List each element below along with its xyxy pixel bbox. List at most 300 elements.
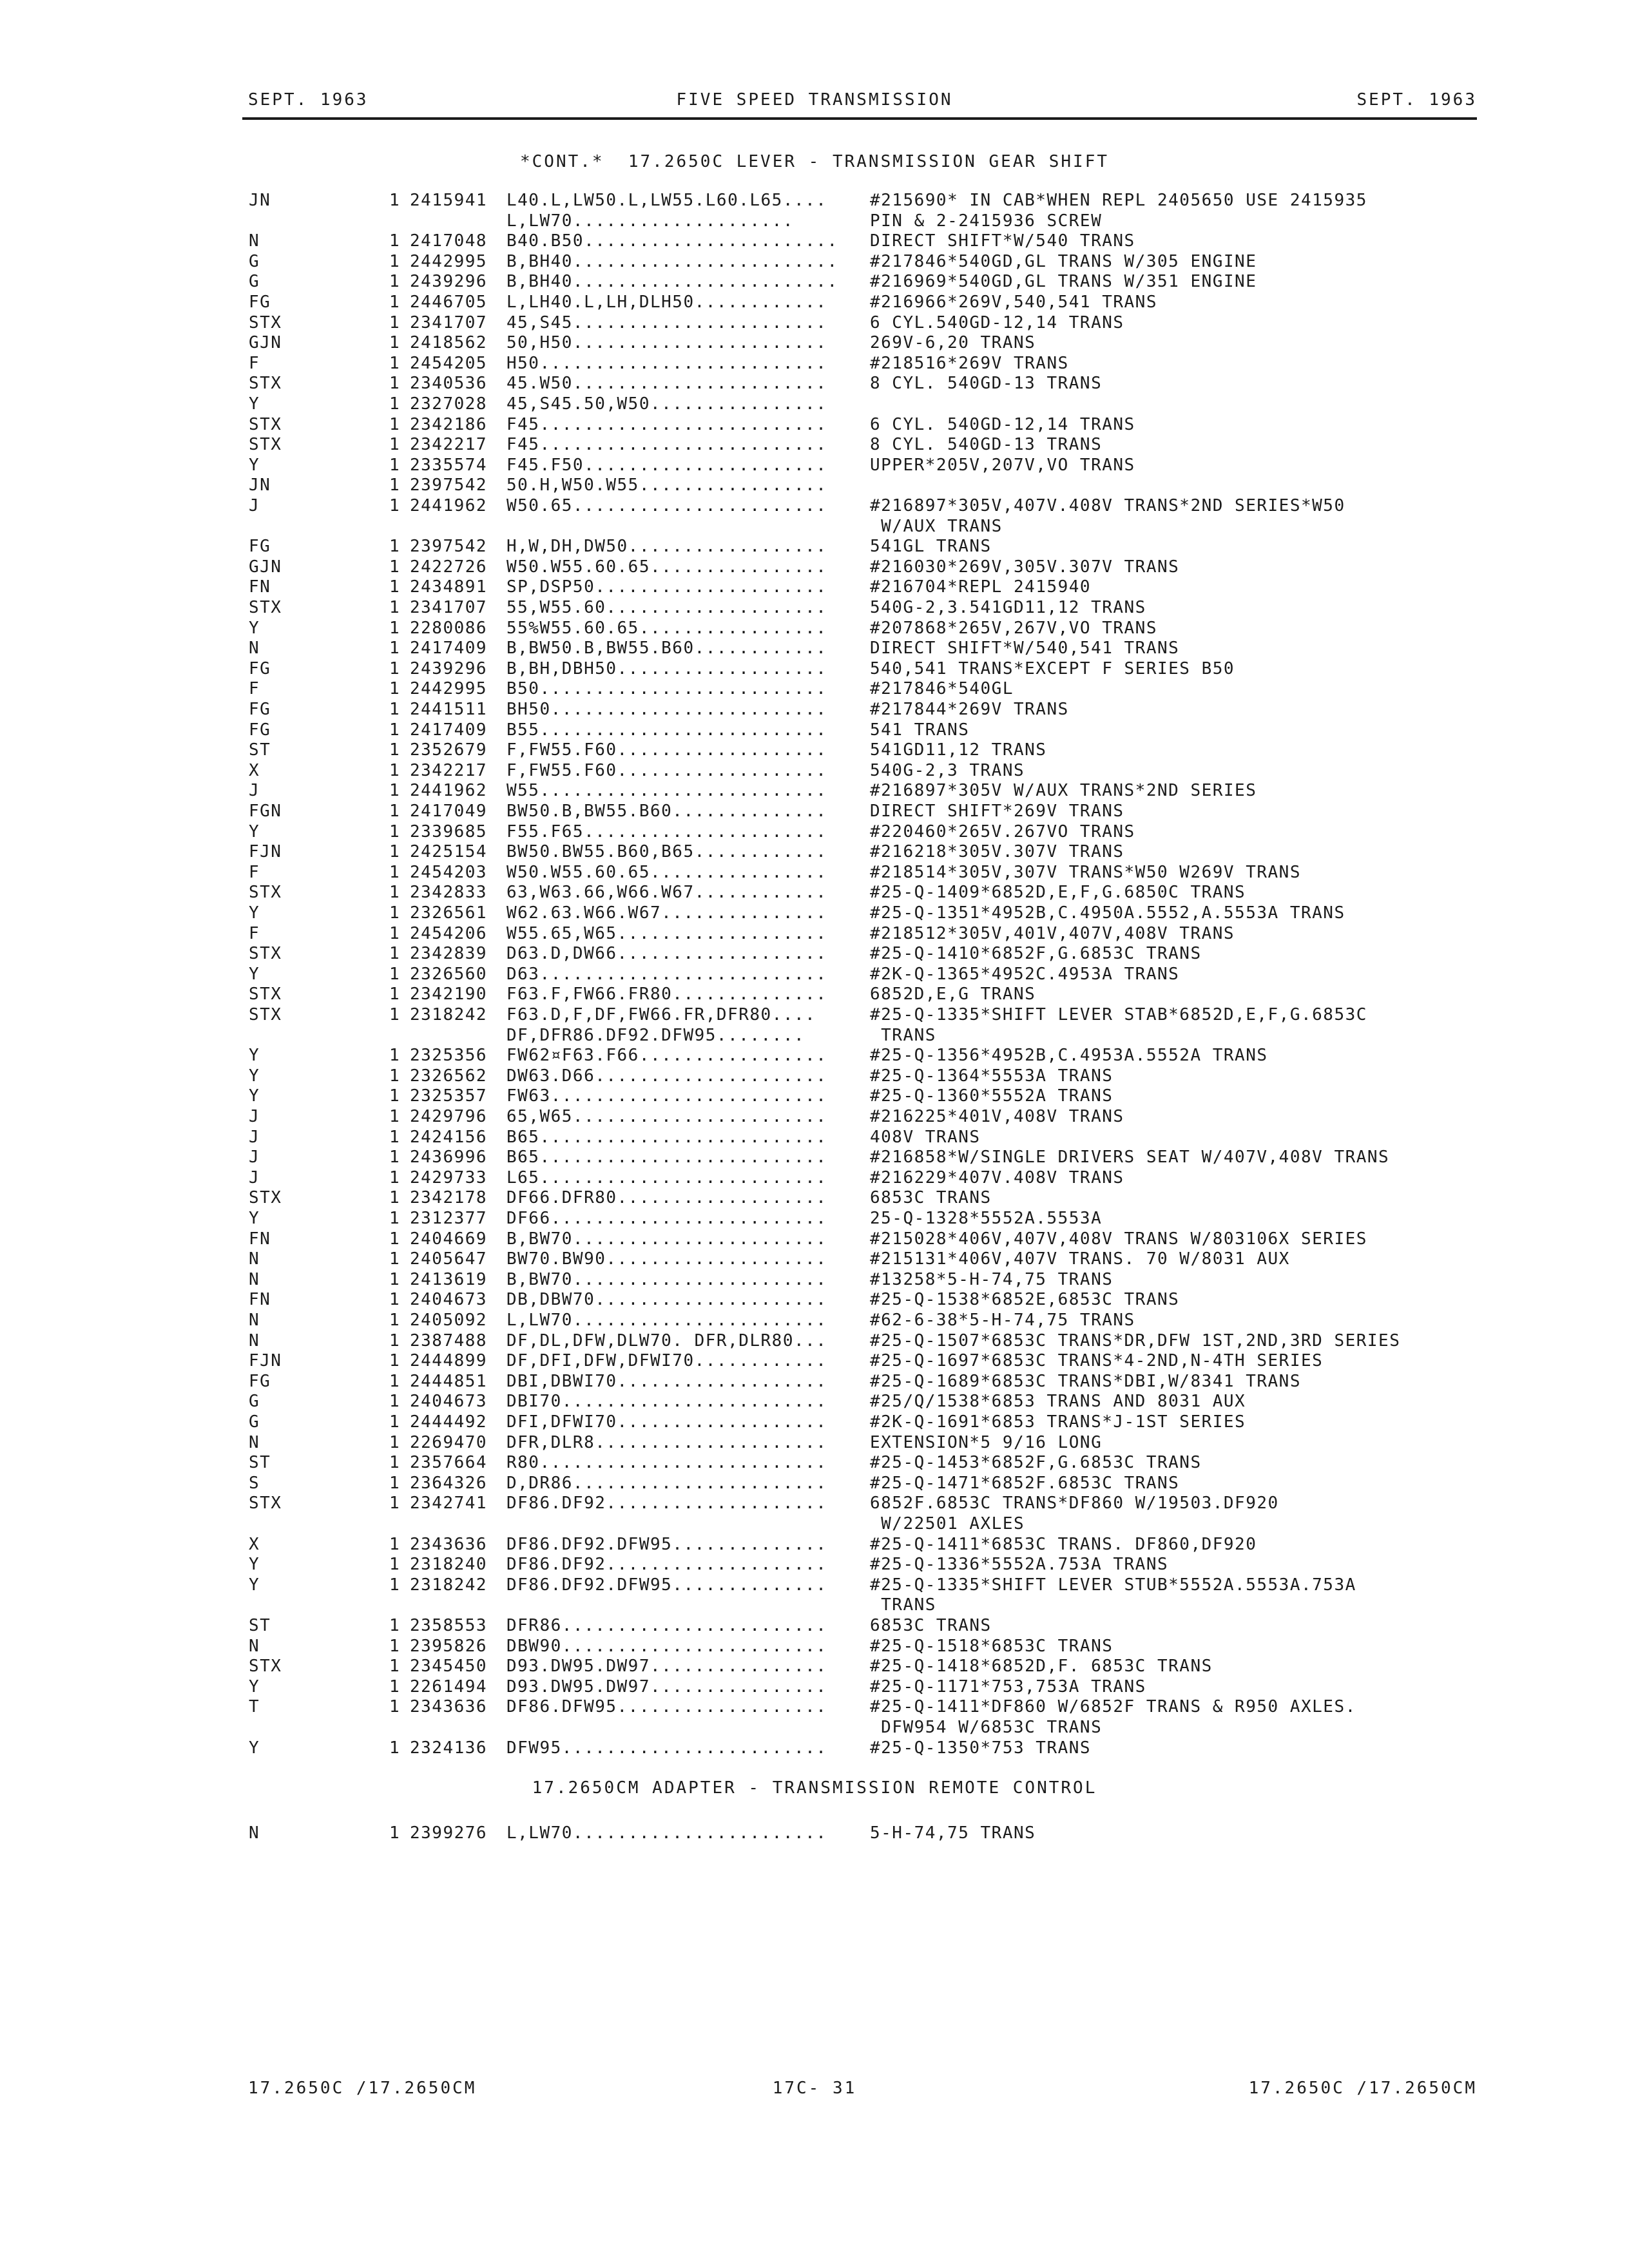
part-models: B65.......................... bbox=[506, 1127, 827, 1147]
part-models: B50.......................... bbox=[506, 679, 827, 699]
part-number: 2342190 bbox=[410, 985, 488, 1004]
part-notes: #25-Q-1364*5553A TRANS bbox=[870, 1066, 1113, 1086]
part-quantity: 1 bbox=[389, 985, 401, 1004]
part-number: 2429733 bbox=[410, 1168, 488, 1187]
part-quantity: 1 bbox=[389, 1290, 401, 1310]
part-number: 2399276 bbox=[410, 1823, 488, 1843]
part-quantity: 1 bbox=[389, 964, 401, 984]
part-models: DF66.DFR80................... bbox=[506, 1188, 827, 1208]
part-notes: 541GD11,12 TRANS bbox=[870, 740, 1047, 760]
part-code: STX bbox=[249, 1005, 282, 1024]
part-code: FN bbox=[249, 1290, 271, 1310]
part-quantity: 1 bbox=[389, 1371, 401, 1391]
part-models: DBI,DBWI70................... bbox=[506, 1371, 827, 1391]
part-notes: #25-Q-1507*6853C TRANS*DR,DFW 1ST,2ND,3RD SERIES bbox=[870, 1331, 1401, 1350]
part-models: W50.W55.60.65................ bbox=[506, 862, 827, 882]
part-number: 2342833 bbox=[410, 883, 488, 903]
part-models: DF,DL,DFW,DLW70. DFR,DLR80... bbox=[506, 1331, 827, 1350]
part-quantity: 1 bbox=[389, 1066, 401, 1086]
part-notes: 408V TRANS bbox=[870, 1127, 981, 1147]
part-number: 2442995 bbox=[410, 679, 488, 699]
part-quantity: 1 bbox=[389, 476, 401, 495]
part-code: ST bbox=[249, 1616, 271, 1635]
part-models: F45.......................... bbox=[506, 414, 827, 434]
part-quantity: 1 bbox=[389, 822, 401, 841]
part-number: 2342217 bbox=[410, 435, 488, 455]
part-quantity: 1 bbox=[389, 1046, 401, 1066]
part-quantity: 1 bbox=[389, 333, 401, 353]
part-number: 2404673 bbox=[410, 1290, 488, 1310]
part-models: BW70.BW90.................... bbox=[506, 1249, 827, 1269]
part-number: 2352679 bbox=[410, 740, 488, 760]
part-number: 2326561 bbox=[410, 903, 488, 923]
part-code: N bbox=[249, 1249, 260, 1269]
part-number: 2364326 bbox=[410, 1473, 488, 1493]
part-notes: W/AUX TRANS bbox=[870, 516, 1003, 536]
part-notes: 25-Q-1328*5552A.5553A bbox=[870, 1209, 1103, 1228]
part-number: 2413619 bbox=[410, 1269, 488, 1289]
part-models: R80.......................... bbox=[506, 1453, 827, 1473]
part-notes: #2K-Q-1691*6853 TRANS*J-1ST SERIES bbox=[870, 1412, 1246, 1432]
part-number: 2324136 bbox=[410, 1738, 488, 1758]
part-quantity: 1 bbox=[389, 760, 401, 780]
part-notes: DIRECT SHIFT*W/540 TRANS bbox=[870, 231, 1135, 251]
part-notes: #217846*540GD,GL TRANS W/305 ENGINE bbox=[870, 251, 1257, 271]
part-number: 2280086 bbox=[410, 618, 488, 638]
part-models: DBW90........................ bbox=[506, 1636, 827, 1656]
part-code: G bbox=[249, 251, 260, 271]
part-code: T bbox=[249, 1697, 260, 1717]
part-code: Y bbox=[249, 394, 260, 414]
part-code: STX bbox=[249, 1188, 282, 1208]
part-quantity: 1 bbox=[389, 1494, 401, 1514]
part-quantity: 1 bbox=[389, 1738, 401, 1758]
part-quantity: 1 bbox=[389, 577, 401, 597]
part-notes: DIRECT SHIFT*269V TRANS bbox=[870, 802, 1124, 821]
part-quantity: 1 bbox=[389, 1412, 401, 1432]
part-number: 2404673 bbox=[410, 1392, 488, 1412]
part-code: G bbox=[249, 272, 260, 292]
part-code: FG bbox=[249, 720, 271, 740]
part-number: 2417049 bbox=[410, 802, 488, 821]
part-notes: #25-Q-1171*753,753A TRANS bbox=[870, 1677, 1146, 1696]
part-code: Y bbox=[249, 1066, 260, 1086]
part-quantity: 1 bbox=[389, 842, 401, 862]
footer-page-number: 17C- 31 bbox=[772, 2079, 857, 2098]
part-code: G bbox=[249, 1412, 260, 1432]
part-notes: #220460*265V.267VO TRANS bbox=[870, 822, 1135, 841]
part-code: FG bbox=[249, 293, 271, 312]
part-models: 50.H,W50.W55................. bbox=[506, 476, 827, 495]
part-models: D93.DW95.DW97................ bbox=[506, 1657, 827, 1677]
part-code: Y bbox=[249, 1046, 260, 1066]
part-notes: #25-Q-1335*SHIFT LEVER STAB*6852D,E,F,G.6853C bbox=[870, 1005, 1367, 1024]
part-notes: DIRECT SHIFT*W/540,541 TRANS bbox=[870, 639, 1180, 658]
part-number: 2318242 bbox=[410, 1005, 488, 1024]
part-code: F bbox=[249, 353, 260, 373]
part-models: B55.......................... bbox=[506, 720, 827, 740]
part-notes: #216704*REPL 2415940 bbox=[870, 577, 1092, 597]
part-models: L,LW70.................... bbox=[506, 211, 794, 231]
part-quantity: 1 bbox=[389, 557, 401, 577]
part-code: STX bbox=[249, 435, 282, 455]
footer-section-ref-left: 17.2650C /17.2650CM bbox=[248, 2079, 477, 2098]
part-quantity: 1 bbox=[389, 781, 401, 801]
part-notes: TRANS bbox=[870, 1595, 936, 1615]
part-number: 2358553 bbox=[410, 1616, 488, 1635]
part-models: SP,DSP50..................... bbox=[506, 577, 827, 597]
part-number: 2404669 bbox=[410, 1229, 488, 1249]
part-code: GJN bbox=[249, 557, 282, 577]
part-models: H,W,DH,DW50.................. bbox=[506, 537, 827, 557]
part-code: STX bbox=[249, 883, 282, 903]
part-number: 2342839 bbox=[410, 944, 488, 964]
part-code: STX bbox=[249, 414, 282, 434]
part-models: DFW95........................ bbox=[506, 1738, 827, 1758]
part-models: D,DR86....................... bbox=[506, 1473, 827, 1493]
part-code: Y bbox=[249, 903, 260, 923]
part-code: Y bbox=[249, 1575, 260, 1595]
part-quantity: 1 bbox=[389, 1107, 401, 1126]
part-code: FG bbox=[249, 700, 271, 719]
part-quantity: 1 bbox=[389, 1188, 401, 1208]
part-notes: 8 CYL. 540GD-13 TRANS bbox=[870, 435, 1103, 455]
part-models: L,LW70....................... bbox=[506, 1823, 827, 1843]
part-number: 2342217 bbox=[410, 760, 488, 780]
part-models: B,BW70....................... bbox=[506, 1229, 827, 1249]
part-code: J bbox=[249, 1168, 260, 1187]
part-code: J bbox=[249, 1127, 260, 1147]
part-models: F45.F50...................... bbox=[506, 455, 827, 475]
part-models: F55.F65...................... bbox=[506, 822, 827, 841]
part-code: FG bbox=[249, 658, 271, 678]
part-code: STX bbox=[249, 374, 282, 394]
part-code: X bbox=[249, 760, 260, 780]
part-models: 50,H50....................... bbox=[506, 333, 827, 353]
part-code: Y bbox=[249, 618, 260, 638]
part-quantity: 1 bbox=[389, 293, 401, 312]
part-notes: #25-Q-1453*6852F,G.6853C TRANS bbox=[870, 1453, 1202, 1473]
part-number: 2442995 bbox=[410, 251, 488, 271]
part-number: 2422726 bbox=[410, 557, 488, 577]
part-quantity: 1 bbox=[389, 944, 401, 964]
part-notes: #217844*269V TRANS bbox=[870, 700, 1069, 719]
part-code: FG bbox=[249, 1371, 271, 1391]
part-models: BW50.BW55.B60,B65............ bbox=[506, 842, 827, 862]
part-notes: TRANS bbox=[870, 1025, 936, 1045]
part-quantity: 1 bbox=[389, 658, 401, 678]
part-quantity: 1 bbox=[389, 1432, 401, 1452]
part-number: 2424156 bbox=[410, 1127, 488, 1147]
part-quantity: 1 bbox=[389, 1534, 401, 1554]
part-models: D63.D,DW66................... bbox=[506, 944, 827, 964]
part-quantity: 1 bbox=[389, 1086, 401, 1106]
part-number: 2434891 bbox=[410, 577, 488, 597]
part-models: B40.B50....................... bbox=[506, 231, 838, 251]
part-number: 2335574 bbox=[410, 455, 488, 475]
part-quantity: 1 bbox=[389, 1697, 401, 1717]
part-models: DF,DFR86.DF92.DFW95........ bbox=[506, 1025, 805, 1045]
part-quantity: 1 bbox=[389, 1657, 401, 1677]
part-code: F bbox=[249, 679, 260, 699]
part-models: F45.......................... bbox=[506, 435, 827, 455]
part-quantity: 1 bbox=[389, 1269, 401, 1289]
part-quantity: 1 bbox=[389, 394, 401, 414]
part-notes: #25-Q-1360*5552A TRANS bbox=[870, 1086, 1113, 1106]
part-quantity: 1 bbox=[389, 435, 401, 455]
part-number: 2387488 bbox=[410, 1331, 488, 1350]
part-code: STX bbox=[249, 1494, 282, 1514]
part-notes: #216897*305V,407V.408V TRANS*2ND SERIES*W50 bbox=[870, 496, 1345, 515]
part-models: D63.......................... bbox=[506, 964, 827, 984]
part-notes: DFW954 W/6853C TRANS bbox=[870, 1718, 1103, 1737]
part-quantity: 1 bbox=[389, 1229, 401, 1249]
part-quantity: 1 bbox=[389, 1127, 401, 1147]
part-number: 2441511 bbox=[410, 700, 488, 719]
part-notes: #218516*269V TRANS bbox=[870, 353, 1069, 373]
part-number: 2439296 bbox=[410, 658, 488, 678]
part-notes: #218512*305V,401V,407V,408V TRANS bbox=[870, 923, 1235, 943]
part-notes: 540,541 TRANS*EXCEPT F SERIES B50 bbox=[870, 658, 1235, 678]
part-models: FW63......................... bbox=[506, 1086, 827, 1106]
part-code: Y bbox=[249, 1677, 260, 1696]
part-notes: #25-Q-1336*5552A.753A TRANS bbox=[870, 1555, 1169, 1575]
part-quantity: 1 bbox=[389, 1311, 401, 1330]
part-number: 2444851 bbox=[410, 1371, 488, 1391]
part-number: 2312377 bbox=[410, 1209, 488, 1228]
part-code: FN bbox=[249, 1229, 271, 1249]
part-number: 2441962 bbox=[410, 781, 488, 801]
part-number: 2405647 bbox=[410, 1249, 488, 1269]
part-notes: 6852D,E,G TRANS bbox=[870, 985, 1036, 1004]
part-quantity: 1 bbox=[389, 455, 401, 475]
part-quantity: 1 bbox=[389, 537, 401, 557]
part-models: L65.......................... bbox=[506, 1168, 827, 1187]
part-notes: #218514*305V,307V TRANS*W50 W269V TRANS bbox=[870, 862, 1301, 882]
part-notes: #215131*406V,407V TRANS. 70 W/8031 AUX bbox=[870, 1249, 1290, 1269]
part-code: STX bbox=[249, 598, 282, 617]
part-notes: #25-Q-1418*6852D,F. 6853C TRANS bbox=[870, 1657, 1213, 1677]
part-notes: #25-Q-1697*6853C TRANS*4-2ND,N-4TH SERIES bbox=[870, 1351, 1324, 1371]
part-code: Y bbox=[249, 822, 260, 841]
part-models: DBI70........................ bbox=[506, 1392, 827, 1412]
part-quantity: 1 bbox=[389, 191, 401, 210]
part-number: 2318242 bbox=[410, 1575, 488, 1595]
part-notes: #216229*407V.408V TRANS bbox=[870, 1168, 1124, 1187]
part-notes: #13258*5-H-74,75 TRANS bbox=[870, 1269, 1113, 1289]
part-number: 2261494 bbox=[410, 1677, 488, 1696]
part-number: 2342186 bbox=[410, 414, 488, 434]
part-number: 2441962 bbox=[410, 496, 488, 515]
part-notes: #215690* IN CAB*WHEN REPL 2405650 USE 2415935 bbox=[870, 191, 1367, 210]
part-models: DF66......................... bbox=[506, 1209, 827, 1228]
header-date-left: SEPT. 1963 bbox=[248, 90, 369, 110]
part-number: 2325357 bbox=[410, 1086, 488, 1106]
part-quantity: 1 bbox=[389, 1575, 401, 1595]
part-notes: 6 CYL. 540GD-12,14 TRANS bbox=[870, 414, 1135, 434]
part-models: 45,S45....................... bbox=[506, 312, 827, 332]
part-code: N bbox=[249, 1269, 260, 1289]
part-notes: #25-Q-1356*4952B,C.4953A.5552A TRANS bbox=[870, 1046, 1268, 1066]
part-notes: #25-Q-1335*SHIFT LEVER STUB*5552A.5553A.753A bbox=[870, 1575, 1356, 1595]
part-quantity: 1 bbox=[389, 312, 401, 332]
part-models: DFR86........................ bbox=[506, 1616, 827, 1635]
part-quantity: 1 bbox=[389, 1209, 401, 1228]
part-notes: #2K-Q-1365*4952C.4953A TRANS bbox=[870, 964, 1180, 984]
part-models: DF86.DF92.DFW95.............. bbox=[506, 1575, 827, 1595]
part-models: B,BH40........................ bbox=[506, 251, 838, 271]
part-notes: #25-Q-1411*DF860 W/6852F TRANS & R950 AXLES. bbox=[870, 1697, 1356, 1717]
part-notes: #215028*406V,407V,408V TRANS W/803106X SERIES bbox=[870, 1229, 1367, 1249]
part-code: N bbox=[249, 1311, 260, 1330]
part-models: DF86.DF92.DFW95.............. bbox=[506, 1534, 827, 1554]
footer-section-ref-right: 17.2650C /17.2650CM bbox=[1248, 2079, 1477, 2098]
part-notes: #25-Q-1350*753 TRANS bbox=[870, 1738, 1092, 1758]
part-code: J bbox=[249, 1107, 260, 1126]
section-title: 17.2650CM ADAPTER - TRANSMISSION REMOTE CONTROL bbox=[532, 1778, 1097, 1798]
part-number: 2326562 bbox=[410, 1066, 488, 1086]
part-models: W55.65,W65................... bbox=[506, 923, 827, 943]
part-number: 2454205 bbox=[410, 353, 488, 373]
part-notes: W/22501 AXLES bbox=[870, 1514, 1025, 1533]
part-number: 2325356 bbox=[410, 1046, 488, 1066]
part-number: 2341707 bbox=[410, 598, 488, 617]
part-notes: #25-Q-1411*6853C TRANS. DF860,DF920 bbox=[870, 1534, 1257, 1554]
part-notes: #216218*305V.307V TRANS bbox=[870, 842, 1124, 862]
part-code: FJN bbox=[249, 1351, 282, 1371]
part-quantity: 1 bbox=[389, 1351, 401, 1371]
part-models: FW62¤F63.F66................. bbox=[506, 1046, 827, 1066]
part-notes: #216897*305V W/AUX TRANS*2ND SERIES bbox=[870, 781, 1257, 801]
part-models: 55,W55.60.................... bbox=[506, 598, 827, 617]
part-code: Y bbox=[249, 1738, 260, 1758]
part-models: L,LW70....................... bbox=[506, 1311, 827, 1330]
part-quantity: 1 bbox=[389, 1636, 401, 1656]
part-quantity: 1 bbox=[389, 802, 401, 821]
part-number: 2326560 bbox=[410, 964, 488, 984]
part-code: J bbox=[249, 1148, 260, 1168]
part-quantity: 1 bbox=[389, 1249, 401, 1269]
part-code: Y bbox=[249, 455, 260, 475]
part-notes: #25-Q-1538*6852E,6853C TRANS bbox=[870, 1290, 1180, 1310]
part-quantity: 1 bbox=[389, 1677, 401, 1696]
part-models: D93.DW95.DW97................ bbox=[506, 1677, 827, 1696]
part-quantity: 1 bbox=[389, 272, 401, 292]
part-number: 2343636 bbox=[410, 1534, 488, 1554]
part-number: 2397542 bbox=[410, 537, 488, 557]
part-models: H50.......................... bbox=[506, 353, 827, 373]
part-notes: #25/Q/1538*6853 TRANS AND 8031 AUX bbox=[870, 1392, 1246, 1412]
part-number: 2405092 bbox=[410, 1311, 488, 1330]
part-models: DF86.DFW95................... bbox=[506, 1697, 827, 1717]
part-number: 2269470 bbox=[410, 1432, 488, 1452]
part-quantity: 1 bbox=[389, 1331, 401, 1350]
part-quantity: 1 bbox=[389, 1616, 401, 1635]
part-quantity: 1 bbox=[389, 251, 401, 271]
part-quantity: 1 bbox=[389, 862, 401, 882]
part-number: 2439296 bbox=[410, 272, 488, 292]
part-notes: 541GL TRANS bbox=[870, 537, 992, 557]
part-code: STX bbox=[249, 944, 282, 964]
part-quantity: 1 bbox=[389, 1823, 401, 1843]
part-code: N bbox=[249, 1331, 260, 1350]
part-models: W55.......................... bbox=[506, 781, 827, 801]
part-code: ST bbox=[249, 740, 271, 760]
part-quantity: 1 bbox=[389, 923, 401, 943]
part-quantity: 1 bbox=[389, 1148, 401, 1168]
part-code: STX bbox=[249, 1657, 282, 1677]
part-models: W62.63.W66.W67............... bbox=[506, 903, 827, 923]
part-notes: 6 CYL.540GD-12,14 TRANS bbox=[870, 312, 1124, 332]
part-notes: 6853C TRANS bbox=[870, 1616, 992, 1635]
part-number: 2417409 bbox=[410, 639, 488, 658]
part-number: 2417048 bbox=[410, 231, 488, 251]
part-code: N bbox=[249, 1823, 260, 1843]
part-models: DF86.DF92.................... bbox=[506, 1494, 827, 1514]
part-notes: 5-H-74,75 TRANS bbox=[870, 1823, 1036, 1843]
part-notes: #25-Q-1409*6852D,E,F,G.6850C TRANS bbox=[870, 883, 1246, 903]
part-notes: EXTENSION*5 9/16 LONG bbox=[870, 1432, 1103, 1452]
part-notes: PIN & 2-2415936 SCREW bbox=[870, 211, 1103, 231]
part-notes: #217846*540GL bbox=[870, 679, 1014, 699]
part-notes: #207868*265V,267V,VO TRANS bbox=[870, 618, 1157, 638]
part-number: 2444492 bbox=[410, 1412, 488, 1432]
part-models: F,FW55.F60................... bbox=[506, 740, 827, 760]
part-notes: #216030*269V,305V.307V TRANS bbox=[870, 557, 1180, 577]
part-models: L,LH40.L,LH,DLH50............ bbox=[506, 293, 827, 312]
part-models: 65,W65....................... bbox=[506, 1107, 827, 1126]
part-quantity: 1 bbox=[389, 598, 401, 617]
part-quantity: 1 bbox=[389, 700, 401, 719]
part-models: B65.......................... bbox=[506, 1148, 827, 1168]
part-notes: UPPER*205V,207V,VO TRANS bbox=[870, 455, 1135, 475]
part-models: 63,W63.66,W66.W67............ bbox=[506, 883, 827, 903]
part-number: 2446705 bbox=[410, 293, 488, 312]
part-code: Y bbox=[249, 1086, 260, 1106]
part-number: 2340536 bbox=[410, 374, 488, 394]
part-models: B,BH40........................ bbox=[506, 272, 838, 292]
part-quantity: 1 bbox=[389, 740, 401, 760]
part-code: STX bbox=[249, 312, 282, 332]
header-date-right: SEPT. 1963 bbox=[1356, 90, 1477, 110]
part-number: 2454203 bbox=[410, 862, 488, 882]
part-code: F bbox=[249, 923, 260, 943]
part-quantity: 1 bbox=[389, 679, 401, 699]
part-code: FGN bbox=[249, 802, 282, 821]
part-models: DFI,DFWI70................... bbox=[506, 1412, 827, 1432]
part-models: B,BW50.B,BW55.B60............ bbox=[506, 639, 827, 658]
part-models: DF,DFI,DFW,DFWI70............ bbox=[506, 1351, 827, 1371]
part-number: 2429796 bbox=[410, 1107, 488, 1126]
part-notes: 540G-2,3.541GD11,12 TRANS bbox=[870, 598, 1146, 617]
part-number: 2343636 bbox=[410, 1697, 488, 1717]
part-models: DW63.D66..................... bbox=[506, 1066, 827, 1086]
part-models: F63.D,F,DF,FW66.FR,DFR80.... bbox=[506, 1005, 816, 1024]
part-models: DFR,DLR8..................... bbox=[506, 1432, 827, 1452]
part-number: 2345450 bbox=[410, 1657, 488, 1677]
part-number: 2342178 bbox=[410, 1188, 488, 1208]
part-quantity: 1 bbox=[389, 1453, 401, 1473]
part-quantity: 1 bbox=[389, 496, 401, 515]
part-quantity: 1 bbox=[389, 720, 401, 740]
part-models: W50.65....................... bbox=[506, 496, 827, 515]
part-code: J bbox=[249, 496, 260, 515]
part-code: FJN bbox=[249, 842, 282, 862]
part-quantity: 1 bbox=[389, 1555, 401, 1575]
part-quantity: 1 bbox=[389, 903, 401, 923]
part-code: F bbox=[249, 862, 260, 882]
part-models: B,BH,DBH50................... bbox=[506, 658, 827, 678]
